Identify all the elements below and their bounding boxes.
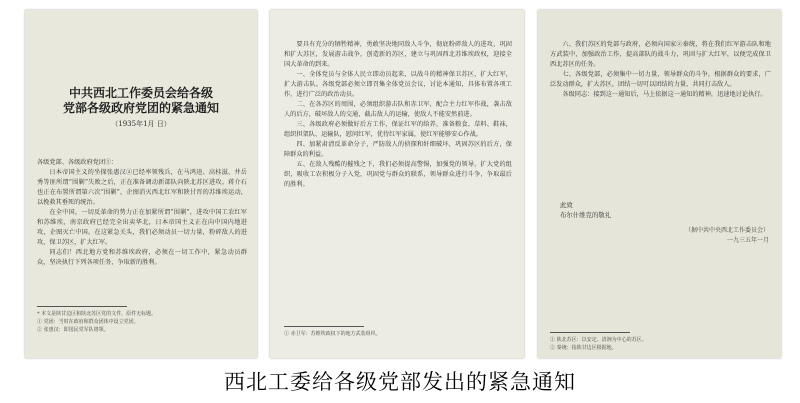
footnote: ① 陕北苏区：以安定、清涧为中心的苏区。 [550,337,647,343]
document-page-right [538,10,781,358]
paragraph: 各级同志：接到这一通知后，马上依据这一通知的精神，迅速地讨论执行。 [562,91,767,98]
document-page-left [25,10,257,358]
footnote-rule [284,326,364,327]
left-footnotes [37,310,247,334]
paragraph: 七、各级党部，必须集中一切力量，领导群众的斗争，根据群众的要求，广泛发动群众，扩大苏区，团结一切可以团结的力量，共同打击敌人。 [550,71,771,88]
paragraph: 日本帝国主义的坐探张惠汉②已经率领残兵，在马鸿逵、高桂滋、井岳秀等匪所谓“围剿”失败之后，正在准备调动新部队向陕北苏区进攻。蒋介石也正在布置所谓第六次“围剿”，企图消灭西北红军和陕甘晋的苏维埃运动，以挽救其垂死的统治。 [37,169,247,206]
paragraph: 同志们！西北地方党和苏维埃政府，必须在一切工作中，紧急动员群众，坚决执行下列各项任务，争取新的胜利。 [37,249,247,266]
title-block [25,86,257,129]
paragraph: 五、在敌人残酷的摧残之下，我们必须提高警惕，加强党的领导，扩大党的组织，吸收工农积极分子入党，巩固党与群众的联系，领导群众进行斗争，争取最后的胜利。 [284,161,512,188]
paragraph: 二、在各苏区的周围，必须组织游击队和赤卫军，配合主力红军作战，袭击敌人的后方，破坏敌人的交通，截击敌人的运输，使敌人不能安然前进。 [284,101,512,118]
left-body [37,158,247,268]
document-page-middle [270,10,524,358]
footnote: ① 党团：当时在政府和群众团体中设立党团。 [37,319,139,325]
footnote-rule [37,306,127,307]
paragraph: 六、我们苏区的党部与政府，必须向国家②秦统，将在我们红军游击队和地方武装中，加强政治工作，提高部队的战斗力，巩固与扩大红军，以便完成保卫西北苏区的任务。 [550,41,771,68]
document-end-date: 一九三五年一月 [726,237,769,244]
right-footnotes [550,336,771,352]
footnote: ① 赤卫军：苏维埃政权下的地方武装组织。 [284,331,381,337]
paragraph: 四、加紧肃清反革命分子，严防敌人的侦探和奸细破坏，巩固苏区的后方，保障群众的利益。 [284,141,512,158]
salutation: 各级党部、各级政府党团①： [37,159,118,166]
signature-block [560,200,771,220]
footnote-rule [550,332,630,333]
paragraph: 三、各级政府必须做好后方工作，保证红军的给养，准备粮食、草料、鞋袜，组织担架队、运输队，慰问红军，优待红军家属，使红军能够安心作战。 [284,121,512,138]
document-title: 中共西北工作委员会给各级 党部各级政府党团的紧急通知 [62,86,219,115]
footnote: ② 秦统：指陕甘边区根据地。 [550,345,617,351]
paragraph: 要具有充分的牺牲精神，勇敢坚决地同敌人斗争，彻底粉碎敌人的进攻，巩固和扩大苏区，发展游击战争，创造新的苏区，建立与巩固西北苏维埃政权，迎接全国大革命的到来。 [284,41,512,68]
middle-body [284,40,512,190]
image-caption: 西北工委给各级党部发出的紧急通知 [224,370,576,394]
footnote: ② 张惠汉：即国民党军队将领。 [37,327,109,333]
signature: 此致 布尔什维克的敬礼 [560,201,612,219]
right-body [550,40,771,100]
footnote: * 本文是陕甘边区和陕北苏区党的文件，原件无标题。 [37,311,157,317]
paragraph: 在全中国，一切反革命的势力正在加紧所谓“围剿”，进攻中国工农红军和苏维埃，南京政府已经完全出卖华北，日本帝国主义正在向中国内地进攻，企图灭亡中国。在这紧急关头，我们必须动员一切力量，粉碎敌人的进攻，保卫苏区，扩大红军。 [37,209,247,246]
sign-note-block [648,226,769,246]
document-date: （1935年1月 日） [111,120,171,128]
sign-note: （据中共中央西北工作委员会） [684,227,769,234]
paragraph: 一、全体党员与全体人民立即动员起来，以战斗的精神保卫苏区，扩大红军，扩大游击队。各级党部必须立即召集全体党员会议，讨论本通知，具体布置各项工作，进行广泛的政治动员。 [284,71,512,98]
middle-footnotes [284,330,514,338]
